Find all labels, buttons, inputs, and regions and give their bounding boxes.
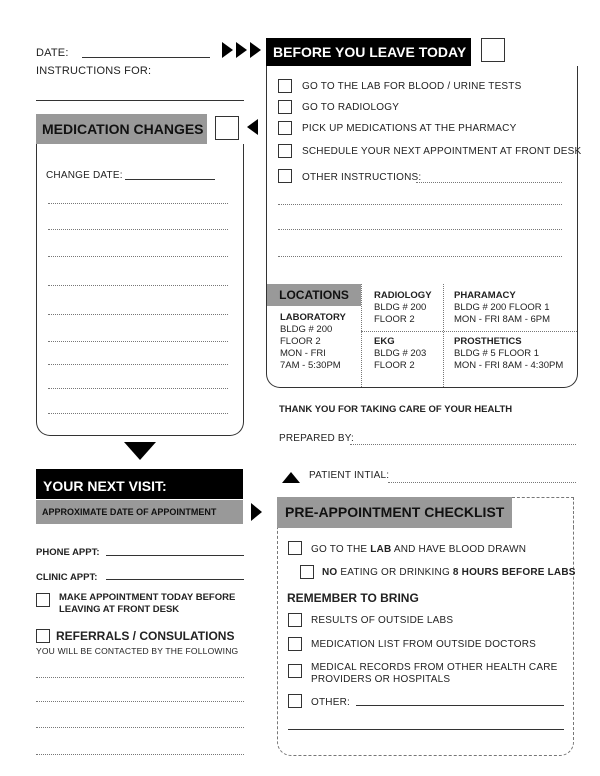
checkbox-schedule[interactable] (278, 144, 292, 158)
other-checkbox[interactable] (288, 694, 302, 708)
next-visit-title: YOUR NEXT VISIT: (36, 469, 243, 499)
med-list-checkbox[interactable] (288, 637, 302, 651)
prepared-by-field[interactable] (350, 444, 576, 445)
item-lab-tests: GO TO THE LAB FOR BLOOD / URINE TESTS (302, 81, 522, 92)
checkbox-radiology[interactable] (278, 100, 292, 114)
down-arrow-icon (124, 442, 156, 460)
make-appt-checkbox[interactable] (36, 593, 50, 607)
medication-line-1[interactable] (48, 203, 228, 204)
phone-appt-field[interactable] (106, 555, 244, 556)
radiology-bldg: BLDG # 200 (374, 302, 427, 313)
laboratory-days: MON - FRI (280, 348, 326, 359)
radiology-floor: FLOOR 2 (374, 314, 415, 325)
fasting-checkbox[interactable] (300, 565, 314, 579)
lab-blood-post: AND HAVE BLOOD DRAWN (391, 544, 527, 555)
item-radiology: GO TO RADIOLOGY (302, 102, 400, 113)
medication-line-3[interactable] (48, 256, 228, 257)
location-ekg (374, 336, 426, 372)
instructions-line-3[interactable] (278, 256, 562, 257)
before-leave-checkbox[interactable] (481, 38, 505, 62)
locations-title: LOCATIONS (267, 284, 361, 306)
laboratory-hours: 7AM - 5:30PM (280, 360, 341, 371)
results-checkbox[interactable] (288, 613, 302, 627)
pharmacy-name: PHARAMACY (454, 290, 516, 301)
item-pharmacy: PICK UP MEDICATIONS AT THE PHARMACY (302, 123, 517, 134)
location-pharmacy (454, 290, 550, 326)
medication-line-8[interactable] (48, 388, 228, 389)
results-label: RESULTS OF OUTSIDE LABS (311, 615, 454, 626)
triple-arrow-icon (222, 42, 264, 58)
records-text (311, 662, 558, 686)
location-laboratory (280, 312, 346, 372)
pharmacy-bldg: BLDG # 200 FLOOR 1 (454, 302, 550, 313)
records-checkbox[interactable] (288, 664, 302, 678)
radiology-name: RADIOLOGY (374, 290, 432, 301)
laboratory-bldg: BLDG # 200 (280, 324, 333, 335)
lab-blood-text (311, 544, 526, 555)
fasting-mid: EATING OR DRINKING (337, 567, 453, 578)
other-instructions-line[interactable] (416, 182, 562, 183)
instructions-label: INSTRUCTIONS FOR: (36, 65, 152, 77)
other-field[interactable] (356, 705, 564, 706)
date-field[interactable] (82, 57, 210, 58)
prepared-by-label: PREPARED BY: (279, 433, 355, 444)
other-field-2[interactable] (288, 729, 564, 730)
pre-checklist-frame-top (512, 497, 574, 528)
referrals-checkbox[interactable] (36, 629, 50, 643)
change-date-field[interactable] (125, 179, 215, 180)
location-radiology (374, 290, 432, 326)
locations-divider-h (361, 331, 577, 332)
medication-line-5[interactable] (48, 314, 228, 315)
pharmacy-hours: MON - FRI 8AM - 6PM (454, 314, 551, 325)
make-appt-line-2: LEAVING AT FRONT DESK (59, 604, 180, 615)
location-prosthetics (454, 336, 563, 372)
referral-line-3[interactable] (36, 727, 244, 728)
patient-initial-field[interactable] (388, 482, 576, 483)
ekg-floor: FLOOR 2 (374, 360, 415, 371)
medication-line-9[interactable] (48, 413, 228, 414)
medication-title: MEDICATION CHANGES (36, 114, 207, 144)
checkbox-lab-tests[interactable] (278, 79, 292, 93)
clinic-appt-field[interactable] (106, 579, 244, 580)
referral-line-1[interactable] (36, 677, 244, 678)
checkbox-other-instructions[interactable] (278, 169, 292, 183)
item-schedule: SCHEDULE YOUR NEXT APPOINTMENT AT FRONT DESK (302, 146, 582, 157)
fasting-no: NO (322, 567, 338, 578)
fasting-hours: 8 HOURS BEFORE LABS (452, 567, 576, 578)
locations-divider-2 (443, 284, 444, 387)
date-label: DATE: (36, 47, 69, 59)
contacted-label: YOU WILL BE CONTACTED BY THE FOLLOWING (36, 646, 239, 656)
other-label: OTHER: (311, 697, 350, 708)
lab-blood-pre: GO TO THE (311, 544, 371, 555)
phone-appt-label: PHONE APPT: (36, 547, 100, 558)
lab-blood-checkbox[interactable] (288, 541, 302, 555)
lab-blood-bold: LAB (370, 544, 392, 555)
medication-line-6[interactable] (48, 341, 228, 342)
laboratory-name: LABORATORY (280, 312, 346, 323)
instructions-line-2[interactable] (278, 229, 562, 230)
med-list-label: MEDICATION LIST FROM OUTSIDE DOCTORS (311, 639, 536, 650)
make-appt-line-1: MAKE APPOINTMENT TODAY BEFORE (59, 592, 236, 603)
thanks-message: THANK YOU FOR TAKING CARE OF YOUR HEALTH (279, 404, 513, 415)
records-line-2: PROVIDERS OR HOSPITALS (311, 674, 451, 685)
before-leave-title: BEFORE YOU LEAVE TODAY (266, 38, 471, 66)
instructions-line-1[interactable] (278, 204, 562, 205)
remember-heading: REMEMBER TO BRING (287, 591, 419, 605)
checkbox-pharmacy[interactable] (278, 121, 292, 135)
item-other-instructions: OTHER INSTRUCTIONS: (302, 172, 422, 183)
laboratory-floor: FLOOR 2 (280, 336, 321, 347)
locations-divider-1 (361, 284, 362, 387)
pre-checklist-title: PRE-APPOINTMENT CHECKLIST (277, 497, 512, 528)
left-arrow-icon (247, 119, 258, 135)
make-appt-text (59, 592, 235, 616)
medication-checkbox[interactable] (215, 116, 239, 140)
medication-line-2[interactable] (48, 229, 228, 230)
referral-line-2[interactable] (36, 701, 244, 702)
clinic-appt-label: CLINIC APPT: (36, 572, 98, 583)
medication-line-4[interactable] (48, 285, 228, 286)
change-date-label: CHANGE DATE: (46, 170, 123, 181)
records-line-1: MEDICAL RECORDS FROM OTHER HEALTH CARE (311, 662, 558, 673)
medication-panel (36, 144, 244, 436)
fasting-text (322, 567, 576, 578)
referral-line-4[interactable] (36, 754, 244, 755)
ekg-name: EKG (374, 336, 395, 347)
prosthetics-bldg: BLDG # 5 FLOOR 1 (454, 348, 540, 359)
right-arrow-icon (251, 503, 262, 521)
referrals-label: REFERRALS / CONSULATIONS (56, 629, 235, 643)
prosthetics-name: PROSTHETICS (454, 336, 522, 347)
patient-initial-label: PATIENT INTIAL: (309, 470, 390, 481)
medication-line-7[interactable] (48, 364, 228, 365)
instructions-field[interactable] (36, 100, 244, 101)
ekg-bldg: BLDG # 203 (374, 348, 427, 359)
up-arrow-icon (282, 472, 300, 483)
approx-date-label: APPROXIMATE DATE OF APPOINTMENT (36, 500, 243, 524)
prosthetics-hours: MON - FRI 8AM - 4:30PM (454, 360, 564, 371)
